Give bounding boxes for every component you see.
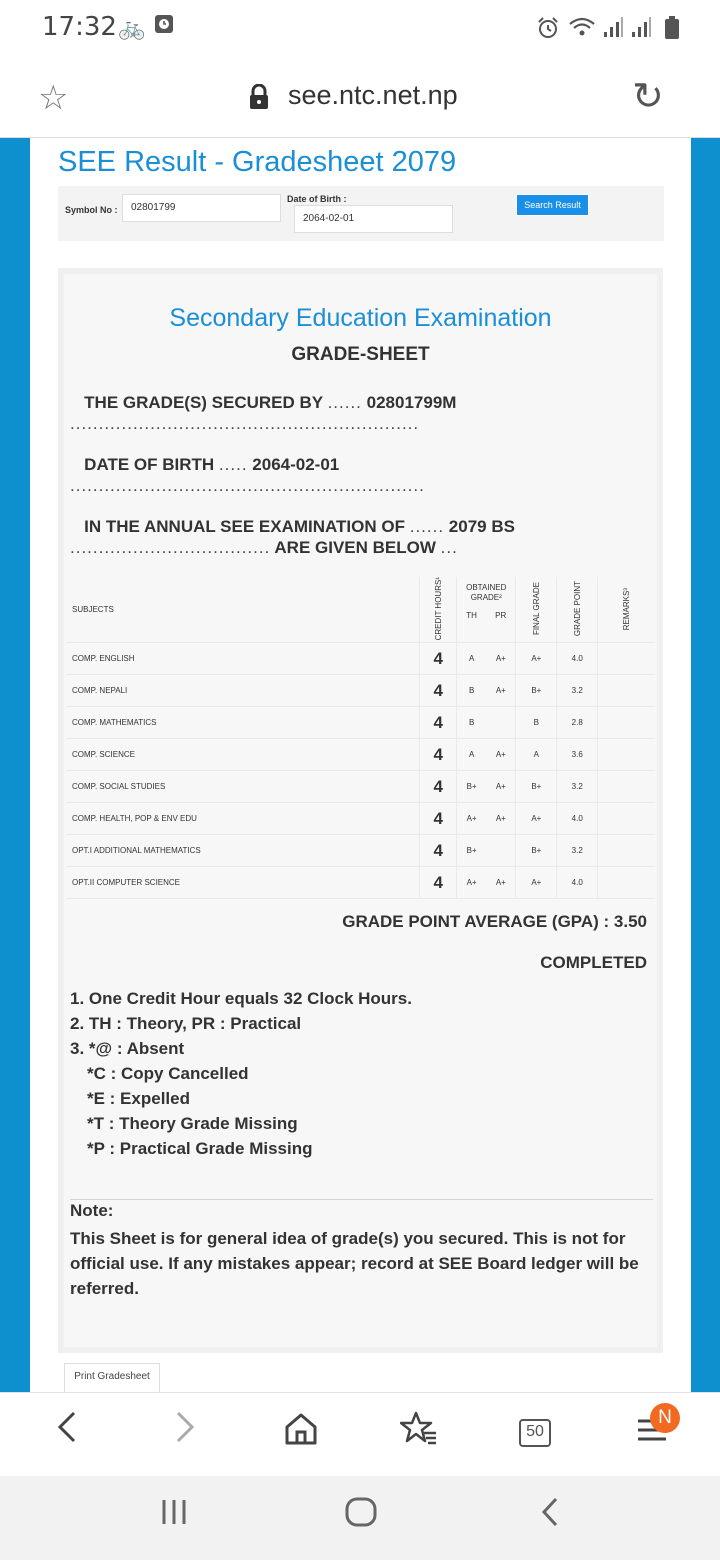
- remarks-cell: [598, 771, 655, 803]
- tabs-count-icon[interactable]: 50: [519, 1419, 551, 1447]
- final-grade-cell: A+: [516, 803, 557, 835]
- credit-cell: 4: [420, 803, 457, 835]
- bookmark-star-icon[interactable]: ☆: [38, 78, 69, 118]
- signal-icon: [630, 16, 652, 44]
- print-gradesheet-button[interactable]: Print Gradesheet: [64, 1363, 160, 1392]
- subject-cell: COMP. SCIENCE: [66, 739, 420, 771]
- subject-cell: COMP. MATHEMATICS: [66, 707, 420, 739]
- search-result-button[interactable]: Search Result: [516, 194, 589, 216]
- th-grade-cell: B: [457, 707, 487, 739]
- alarm-icon: [536, 16, 560, 46]
- status-time: 17:32: [42, 12, 117, 42]
- final-grade-cell: A+: [516, 867, 557, 899]
- th-grade-cell: B: [457, 675, 487, 707]
- footnote-item: *E : Expelled: [87, 1089, 190, 1108]
- subject-cell: COMP. NEPALI: [66, 675, 420, 707]
- col-credit-hours: CREDIT HOURS¹: [433, 577, 443, 641]
- remarks-cell: [598, 867, 655, 899]
- browser-toolbar: [0, 1392, 720, 1476]
- secured-by-label: THE GRADE(S) SECURED BY: [84, 393, 323, 412]
- final-grade-cell: B: [516, 707, 557, 739]
- pr-grade-cell: [486, 835, 516, 867]
- dob-line-label: DATE OF BIRTH: [84, 455, 215, 474]
- th-grade-cell: A+: [457, 803, 487, 835]
- subject-cell: OPT.I ADDITIONAL MATHEMATICS: [66, 835, 420, 867]
- credit-cell: 4: [420, 771, 457, 803]
- grade-sheet: [58, 268, 663, 1353]
- symbol-label: Symbol No :: [65, 205, 118, 215]
- col-final-grade: FINAL GRADE: [531, 582, 541, 636]
- dob-label: Date of Birth :: [287, 194, 347, 204]
- wifi-icon: [568, 16, 596, 44]
- table-row: [66, 643, 655, 675]
- credit-cell: 4: [420, 739, 457, 771]
- table-row: [66, 739, 655, 771]
- table-row: [66, 867, 655, 899]
- battery-icon: [664, 16, 680, 46]
- remarks-cell: [598, 707, 655, 739]
- final-grade-cell: A: [516, 739, 557, 771]
- footnote-item: *C : Copy Cancelled: [87, 1064, 249, 1083]
- col-grade-point: GRADE POINT: [572, 581, 582, 637]
- reload-icon[interactable]: ↻: [632, 74, 664, 118]
- pr-grade-cell: [486, 707, 516, 739]
- url-bar: [0, 56, 720, 138]
- remarks-cell: [598, 835, 655, 867]
- notification-badge: N: [650, 1403, 680, 1433]
- dob-line-value: 2064-02-01: [252, 455, 340, 474]
- th-grade-cell: A+: [457, 867, 487, 899]
- back-nav-icon[interactable]: [536, 1494, 564, 1539]
- url-text[interactable]: see.ntc.net.np: [288, 80, 458, 110]
- sheet-heading: Secondary Education Examination: [169, 304, 552, 332]
- pr-grade-cell: A+: [486, 803, 516, 835]
- grade-point-cell: 3.2: [557, 675, 598, 707]
- result-status: COMPLETED: [540, 953, 647, 972]
- pr-grade-cell: A+: [486, 739, 516, 771]
- footnote-item: *T : Theory Grade Missing: [87, 1114, 298, 1133]
- grade-point-cell: 4.0: [557, 867, 598, 899]
- th-grade-cell: A: [457, 643, 487, 675]
- web-page: [30, 138, 691, 1392]
- exam-line-label: IN THE ANNUAL SEE EXAMINATION OF: [84, 517, 405, 536]
- final-grade-cell: B+: [516, 771, 557, 803]
- exam-line: IN THE ANNUAL SEE EXAMINATION OF ...... 2079 BS ................................... ARE GIVEN BELOW ...: [70, 517, 515, 557]
- grade-point-cell: 3.2: [557, 835, 598, 867]
- remarks-cell: [598, 675, 655, 707]
- status-bar: [0, 0, 720, 56]
- th-grade-cell: A: [457, 739, 487, 771]
- col-th: TH: [466, 611, 477, 620]
- page-frame: [0, 138, 720, 1392]
- table-row: [66, 707, 655, 739]
- table-row: [66, 803, 655, 835]
- signal-icon: [602, 16, 624, 44]
- subject-cell: COMP. SOCIAL STUDIES: [66, 771, 420, 803]
- footnote-item: 3. *@ : Absent: [70, 1039, 185, 1058]
- col-remarks: REMARKS³: [622, 587, 632, 630]
- col-pr: PR: [495, 611, 507, 620]
- table-row: [66, 771, 655, 803]
- exam-line-value: 2079 BS: [448, 517, 515, 536]
- home-nav-icon[interactable]: [344, 1494, 378, 1539]
- grade-point-cell: 3.6: [557, 739, 598, 771]
- pr-grade-cell: A+: [486, 771, 516, 803]
- gpa-text: GRADE POINT AVERAGE (GPA) : 3.50: [342, 912, 647, 931]
- system-nav-bar: [0, 1476, 720, 1560]
- pr-grade-cell: A+: [486, 675, 516, 707]
- pr-grade-cell: A+: [486, 867, 516, 899]
- footnotes: [70, 986, 653, 1161]
- credit-cell: 4: [420, 867, 457, 899]
- search-form: [58, 186, 664, 241]
- secured-by-line: THE GRADE(S) SECURED BY ...... 02801799M .............................................................: [70, 393, 457, 433]
- col-obtained-grade: OBTAINED GRADE²: [466, 583, 507, 602]
- lock-icon: [248, 84, 270, 110]
- final-grade-cell: A+: [516, 643, 557, 675]
- th-grade-cell: B+: [457, 771, 487, 803]
- grade-point-cell: 2.8: [557, 707, 598, 739]
- divider: [70, 1199, 653, 1200]
- credit-cell: 4: [420, 835, 457, 867]
- remarks-cell: [598, 739, 655, 771]
- sheet-subheading: GRADE-SHEET: [291, 344, 430, 365]
- recent-apps-icon[interactable]: [158, 1494, 190, 1539]
- footnote-item: 2. TH : Theory, PR : Practical: [70, 1014, 302, 1033]
- th-grade-cell: B+: [457, 835, 487, 867]
- credit-cell: 4: [420, 675, 457, 707]
- grade-point-cell: 4.0: [557, 803, 598, 835]
- pr-grade-cell: A+: [486, 643, 516, 675]
- remarks-cell: [598, 643, 655, 675]
- table-row: [66, 675, 655, 707]
- credit-cell: 4: [420, 643, 457, 675]
- bookmarks-icon[interactable]: [400, 1407, 438, 1456]
- secured-by-value: 02801799M: [366, 393, 457, 412]
- bicycle-icon: 🚲: [118, 16, 146, 41]
- subject-cell: COMP. HEALTH, POP & ENV EDU: [66, 803, 420, 835]
- credit-cell: 4: [420, 707, 457, 739]
- table-row: [66, 835, 655, 867]
- back-icon[interactable]: [54, 1407, 82, 1456]
- grades-table: [66, 577, 655, 899]
- note-title: Note:: [70, 1201, 114, 1220]
- symbol-input[interactable]: 02801799: [122, 194, 281, 222]
- footnote-item: 1. One Credit Hour equals 32 Clock Hours.: [70, 989, 412, 1008]
- footnote-item: *P : Practical Grade Missing: [87, 1139, 313, 1158]
- forward-icon[interactable]: [170, 1407, 198, 1456]
- page-title: SEE Result - Gradesheet 2079: [58, 146, 457, 178]
- note-text: This Sheet is for general idea of grade(s) you secured. This is not for official use. If any mistakes appear; record at SEE Board ledger will be referred.: [70, 1229, 639, 1298]
- remarks-cell: [598, 803, 655, 835]
- exam-line-suffix: ARE GIVEN BELOW: [274, 538, 436, 557]
- dob-input[interactable]: 2064-02-01: [294, 205, 453, 233]
- grade-point-cell: 4.0: [557, 643, 598, 675]
- final-grade-cell: B+: [516, 675, 557, 707]
- col-subjects: SUBJECTS: [66, 577, 420, 643]
- dob-line: DATE OF BIRTH ..... 2064-02-01 ..............................................................: [70, 455, 425, 495]
- clock-app-icon: [154, 14, 174, 40]
- subject-cell: COMP. ENGLISH: [66, 643, 420, 675]
- subject-cell: OPT.II COMPUTER SCIENCE: [66, 867, 420, 899]
- home-icon[interactable]: [284, 1407, 318, 1456]
- grade-point-cell: 3.2: [557, 771, 598, 803]
- final-grade-cell: B+: [516, 835, 557, 867]
